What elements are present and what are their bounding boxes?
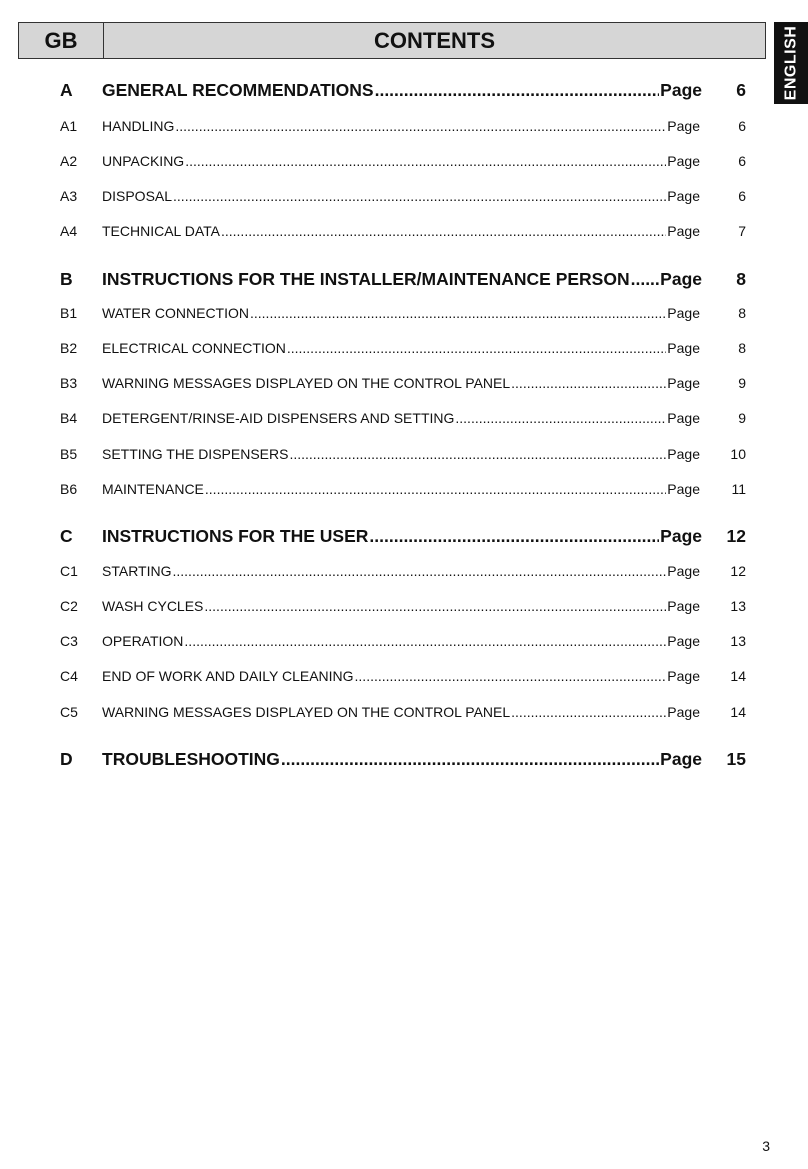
toc-page-number: 7	[738, 223, 746, 239]
toc-entry-code: B	[60, 269, 73, 289]
toc-entry-code: A3	[60, 188, 78, 204]
toc-dot-leader	[511, 704, 666, 720]
toc-dot-leader	[375, 80, 660, 101]
toc-dot-leader	[250, 305, 666, 321]
language-tab-label: ENGLISH	[782, 25, 799, 101]
language-code: GB	[19, 23, 104, 58]
toc-dot-leader	[184, 633, 666, 649]
toc-entry-a1[interactable]	[60, 118, 746, 134]
toc-entry-code: D	[60, 749, 73, 769]
toc-entry-label: WATER CONNECTION	[102, 305, 249, 321]
toc-entry-label: END OF WORK AND DAILY CLEANING	[102, 668, 354, 684]
toc-page-word: Page	[667, 563, 700, 579]
toc-entry-a[interactable]	[60, 80, 746, 101]
toc-entry-d[interactable]	[60, 749, 746, 770]
toc-entry-label: ELECTRICAL CONNECTION	[102, 340, 286, 356]
toc-page-word: Page	[667, 340, 700, 356]
toc-page-number: 13	[730, 633, 746, 649]
toc-page-word: Page	[667, 704, 700, 720]
toc-entry-c[interactable]	[60, 526, 746, 547]
toc-dot-leader	[281, 749, 659, 770]
toc-entry-code: A	[60, 80, 73, 100]
toc-dot-leader	[204, 598, 666, 614]
toc-entry-a3[interactable]	[60, 188, 746, 204]
toc-entry-c4[interactable]	[60, 668, 746, 684]
toc-entry-b2[interactable]	[60, 340, 746, 356]
toc-page-number: 12	[730, 563, 746, 579]
toc-entry-a4[interactable]	[60, 223, 746, 239]
toc-entry-label: GENERAL RECOMMENDATIONS	[102, 80, 374, 100]
toc-dot-leader	[185, 153, 666, 169]
toc-entry-code: C4	[60, 668, 78, 684]
toc-page-number: 9	[738, 375, 746, 391]
toc-page-word: Page	[667, 668, 700, 684]
toc-entry-c1[interactable]	[60, 563, 746, 579]
toc-page-word: Page	[667, 188, 700, 204]
toc-page-word: Page	[667, 446, 700, 462]
toc-dot-leader	[289, 446, 666, 462]
toc-entry-label: TROUBLESHOOTING	[102, 749, 280, 769]
toc-dot-leader	[287, 340, 666, 356]
toc-entry-code: B1	[60, 305, 78, 321]
toc-entry-label: INSTRUCTIONS FOR THE USER	[102, 526, 369, 546]
toc-page-number: 6	[738, 188, 746, 204]
toc-dot-leader	[369, 526, 659, 547]
toc-entry-code: C2	[60, 598, 78, 614]
toc-dot-leader	[355, 668, 667, 684]
toc-entry-label: WARNING MESSAGES DISPLAYED ON THE CONTROL PANEL	[102, 704, 511, 720]
toc-entry-label: OPERATION	[102, 633, 184, 649]
toc-page-word: Page	[667, 598, 700, 614]
toc-dot-leader	[173, 563, 667, 579]
toc-page-word: Page	[667, 633, 700, 649]
toc-entry-label: UNPACKING	[102, 153, 185, 169]
toc-dot-leader	[173, 188, 666, 204]
toc-page-number: 8	[736, 269, 746, 289]
toc-page-number: 15	[726, 749, 746, 769]
toc-page-number: 6	[738, 118, 746, 134]
toc-entry-label: DETERGENT/RINSE-AID DISPENSERS AND SETTING	[102, 410, 455, 426]
toc-entry-code: C1	[60, 563, 78, 579]
toc-page-word: Page	[667, 410, 700, 426]
toc-entry-label: DISPOSAL	[102, 188, 173, 204]
language-tab	[774, 22, 808, 104]
toc-entry-label: INSTRUCTIONS FOR THE INSTALLER/MAINTENANCE PERSON	[102, 269, 630, 289]
toc-entry-code: C3	[60, 633, 78, 649]
toc-page-number: 13	[730, 598, 746, 614]
toc-entry-label: STARTING	[102, 563, 172, 579]
toc-entry-label: MAINTENANCE	[102, 481, 204, 497]
toc-page-number: 8	[738, 305, 746, 321]
page-title: CONTENTS	[374, 27, 495, 53]
toc-page-word: Page	[667, 375, 700, 391]
toc-entry-code: C5	[60, 704, 78, 720]
toc-page-number: 11	[731, 481, 746, 497]
toc-entry-b3[interactable]	[60, 375, 746, 391]
toc-page-number: 14	[730, 668, 746, 684]
toc-entry-code: A4	[60, 223, 78, 239]
toc-page-number: 10	[730, 446, 746, 462]
toc-page-number: 6	[738, 153, 746, 169]
toc-page-number: 14	[730, 704, 746, 720]
contents-header	[18, 22, 766, 59]
toc-entry-code: B4	[60, 410, 78, 426]
toc-entry-b[interactable]	[60, 269, 746, 290]
toc-page-word: Page	[667, 153, 700, 169]
page-number: 3	[762, 1138, 770, 1154]
toc-dot-leader	[205, 481, 666, 497]
toc-page-number: 9	[738, 410, 746, 426]
toc-entry-b4[interactable]	[60, 410, 746, 426]
toc-page-number: 6	[736, 80, 746, 100]
toc-page-word: Page	[660, 526, 702, 546]
toc-page-word: Page	[660, 749, 702, 769]
toc-dot-leader	[511, 375, 666, 391]
toc-entry-label: TECHNICAL DATA	[102, 223, 220, 239]
toc-dot-leader	[631, 269, 660, 290]
toc-entry-b6[interactable]	[60, 481, 746, 497]
toc-entry-code: B6	[60, 481, 78, 497]
toc-page-number: 8	[738, 340, 746, 356]
toc-entry-label: WARNING MESSAGES DISPLAYED ON THE CONTROL PANEL	[102, 375, 511, 391]
toc-dot-leader	[455, 410, 666, 426]
toc-dot-leader	[175, 118, 666, 134]
toc-entry-code: C	[60, 526, 73, 546]
toc-entry-b5[interactable]	[60, 446, 746, 462]
toc-entry-label: WASH CYCLES	[102, 598, 204, 614]
toc-entry-c2[interactable]	[60, 598, 746, 614]
toc-page-word: Page	[667, 118, 700, 134]
toc-entry-label: HANDLING	[102, 118, 175, 134]
toc-page-word: Page	[667, 481, 700, 497]
toc-page-number: 12	[726, 526, 746, 546]
toc-page-word: Page	[667, 223, 700, 239]
toc-dot-leader	[221, 223, 666, 239]
toc-entry-b1[interactable]	[60, 305, 746, 321]
toc-page-word: Page	[660, 80, 702, 100]
toc-entry-c5[interactable]	[60, 704, 746, 720]
toc-entry-code: B5	[60, 446, 78, 462]
toc-entry-label: SETTING THE DISPENSERS	[102, 446, 289, 462]
toc-entry-code: A2	[60, 153, 78, 169]
toc-entry-c3[interactable]	[60, 633, 746, 649]
toc-page-word: Page	[660, 269, 702, 289]
toc-entry-a2[interactable]	[60, 153, 746, 169]
toc-entry-code: B2	[60, 340, 78, 356]
toc-entry-code: B3	[60, 375, 78, 391]
toc-page-word: Page	[667, 305, 700, 321]
toc-entry-code: A1	[60, 118, 78, 134]
